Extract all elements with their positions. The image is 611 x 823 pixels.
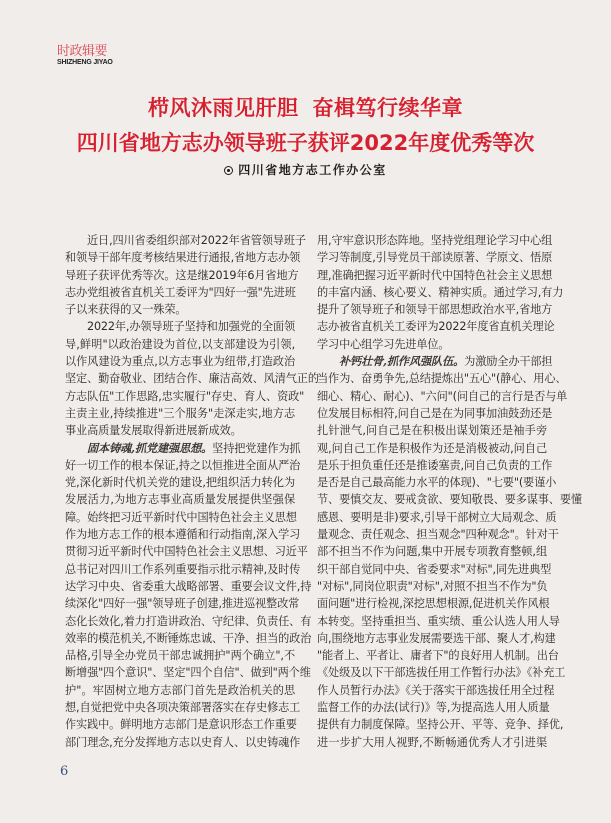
text-line	[65, 301, 295, 318]
text-line-content: 作为地方志工作的根本遵循和行动指南,深入学习	[65, 528, 301, 542]
text-line-content: 是乐于担负重任还是推诿塞责,问自己负责的工作	[317, 458, 553, 472]
text-line	[65, 388, 305, 405]
text-line-content: 当作为、奋勇争先,总结提炼出"五心"(静心、用心、	[317, 372, 567, 386]
article-column-right	[317, 232, 582, 751]
text-line	[65, 284, 295, 301]
text-line	[65, 318, 295, 335]
text-line-content: 品格,引导全办党员干部忠诚拥护"两个确立",不	[65, 649, 295, 663]
text-line	[317, 232, 553, 249]
text-line-content: 子以来获得的又一殊荣。	[65, 303, 187, 317]
text-line-content: 效率的模范机关,不断锤炼忠诚、干净、担当的政治	[65, 631, 312, 645]
text-line-content: 提供有力制度保障。坚持公开、平等、竞争、择优,	[317, 718, 564, 732]
text-line-content: 方志队伍"工作思路,忠实履行"存史、育人、资政"	[65, 389, 305, 403]
text-line	[317, 647, 559, 664]
text-line	[317, 318, 555, 335]
text-line-content: 进一步扩大用人视野,不断畅通优秀人才引进渠	[317, 735, 547, 749]
page-number: 6	[60, 764, 69, 779]
text-line	[65, 370, 319, 387]
text-line	[317, 422, 547, 439]
text-line-content: 发展活力,为地方志事业高质量发展提供坚强保	[65, 493, 295, 507]
text-line	[317, 699, 550, 716]
text-line-content: 2022年,办领导班子坚持和加强党的全面领	[87, 320, 295, 334]
text-line	[65, 249, 301, 266]
text-line	[65, 682, 295, 699]
text-line	[65, 440, 301, 457]
text-line	[65, 267, 299, 284]
text-line-content: 面问题"进行检视,深挖思想根源,促进机关作风根	[317, 597, 550, 611]
text-line	[317, 630, 556, 647]
text-line	[65, 664, 311, 681]
text-line-content: 用,守牢意识形态阵地。坚持党组理论学习中心组	[317, 234, 553, 247]
text-line	[65, 526, 301, 543]
paragraph-lead-heading: 固本铸魂,抓党建强思想。	[87, 440, 213, 455]
text-line	[317, 509, 557, 526]
text-line-content: 导班子获评优秀等次。这是继2019年6月省地方	[65, 268, 299, 282]
headline-line-1-part-1: 栉风沐雨见肝胆	[148, 96, 299, 120]
text-line-content: 为激励全办干部担	[464, 355, 553, 369]
text-line	[317, 682, 555, 699]
text-line-content: 达学习中央、省委重大战略部署、重要会议文件,持	[65, 579, 312, 593]
text-line	[65, 734, 301, 751]
text-line-content: 以作风建设为重点,以方志事业为纽带,打造政治	[65, 355, 295, 369]
text-line-content: 续深化"四好一强"领导班子创建,推进巡视整改常	[65, 597, 300, 611]
text-line-content: 贯彻习近平新时代中国特色社会主义思想、习近平	[65, 545, 308, 559]
text-line-content: 障。始终把习近平新时代中国特色社会主义思想	[65, 510, 297, 524]
text-line	[317, 664, 566, 681]
text-line	[317, 353, 553, 370]
text-line	[317, 457, 553, 474]
text-line-content: 作人员暂行办法》《关于落实干部选拔任用全过程	[317, 683, 555, 697]
text-line-content: 护"。牢固树立地方志部门首先是政治机关的思	[65, 683, 295, 697]
text-line	[317, 561, 552, 578]
byline-author: 四川省地方志工作办公室	[238, 163, 387, 177]
section-label-en: SHIZHENG JIYAO	[57, 59, 113, 66]
text-line	[65, 716, 295, 733]
text-line	[317, 267, 553, 284]
text-line-content: 部不担当不作为问题,集中开展专项教育整顿,组	[317, 545, 547, 559]
text-line-content: 学习中心组学习先进单位。	[317, 337, 450, 351]
text-line	[65, 647, 295, 664]
text-line	[317, 578, 547, 595]
text-line	[65, 699, 301, 716]
text-line	[317, 491, 582, 508]
text-line-content: 是否是自己最高能力水平的体现)、"七要"(要谨小	[317, 476, 557, 490]
text-line-content: 量观念、责任观念、担当观念"四种观念"。针对干	[317, 528, 559, 542]
text-line-content: 好一切工作的根本保证,持之以恒推进全面从严治	[65, 458, 301, 472]
text-line-content: 坚持把党建作为抓	[212, 441, 301, 455]
headline-line-1-part-2: 奋楫笃行续华章	[312, 96, 463, 120]
text-line	[317, 526, 559, 543]
text-line-content: 提升了领导班子和领导干部思想政治水平,省地方	[317, 303, 553, 317]
text-line	[65, 422, 295, 439]
text-line	[65, 405, 295, 422]
text-line-content: 总书记对四川工作系列重要指示批示精神,及时传	[65, 562, 301, 576]
article-column-left	[65, 232, 319, 751]
text-line	[65, 561, 301, 578]
text-line-content: 和领导干部年度考核结果进行通报,省地方志办领	[65, 251, 301, 265]
text-line-content: 事业高质量发展取得新进展新成效。	[65, 424, 242, 438]
text-line-content: 感恩、要明是非)要求,引导干部树立大局观念、质	[317, 510, 557, 524]
text-line	[65, 613, 312, 630]
text-line	[317, 734, 547, 751]
paragraph-lead-heading: 补钙壮骨,抓作风强队伍。	[339, 354, 465, 369]
text-line	[317, 336, 547, 353]
text-line-content: 导,鲜明"以政治建设为首位,以支部建设为引领,	[65, 337, 295, 351]
text-line	[317, 613, 560, 630]
text-line-content: "对标",同岗位职责"对标",对照不担当不作为"负	[317, 579, 548, 593]
text-line-content: "能者上、平者让、庸者下"的良好用人机制。出台	[317, 649, 559, 663]
text-line-content: 坚定、勤奋敬业、团结合作、廉洁高效、风清气正的	[65, 372, 319, 386]
text-line-content: 断增强"四个意识"、坚定"四个自信"、做到"两个维	[65, 666, 311, 680]
text-line	[65, 353, 295, 370]
text-line	[65, 232, 306, 249]
text-line	[65, 336, 295, 353]
text-line-content: 作实践中。鲜明地方志部门是意识形态工作重要	[65, 718, 297, 732]
text-line	[65, 491, 295, 508]
text-line	[65, 474, 295, 491]
text-line-content: 节、要慎交友、要戒贪欲、要知敬畏、要多谋事、要懂	[317, 493, 582, 507]
text-line	[65, 595, 300, 612]
bullet-circle-icon	[224, 166, 233, 175]
text-line	[65, 457, 301, 474]
text-line-content: 志办被省直机关工委评为2022年度省直机关理论	[317, 320, 555, 334]
text-line-content: 织干部自觉同中央、省委要求"对标",同先进典型	[317, 562, 552, 576]
text-line-content: 态化长效化,着力打造讲政治、守纪律、负责任、有	[65, 614, 312, 628]
text-line	[317, 440, 547, 457]
text-line-content: 理,准确把握习近平新时代中国特色社会主义思想	[317, 268, 553, 282]
text-line-content: 细心、精心、耐心)、"六问"(问自己的言行是否与单	[317, 389, 568, 403]
text-line-content: 主责主业,持续推进"三个服务"走深走实,地方志	[65, 406, 295, 420]
text-line-content: 观,问自己工作是积极作为还是消极被动,问自己	[317, 441, 547, 455]
text-line-content: 《处级及以下干部选拔任用工作暂行办法》《补充工	[317, 666, 566, 680]
text-line	[65, 630, 312, 647]
text-line	[65, 578, 312, 595]
text-line	[317, 249, 553, 266]
text-line	[317, 301, 553, 318]
section-label-cn: 时政辑要	[57, 44, 108, 59]
text-line-content: 本转变。坚持重担当、重实绩、重公认选人用人导	[317, 614, 560, 628]
text-line	[65, 509, 295, 526]
text-line	[317, 388, 568, 405]
text-line	[317, 716, 564, 733]
text-line	[317, 284, 564, 301]
headline-line-2: 四川省地方志办领导班子获评2022年度优秀等次	[76, 131, 535, 155]
text-line	[317, 405, 553, 422]
text-line	[317, 595, 550, 612]
byline	[0, 163, 611, 177]
text-line-content: 近日,四川省委组织部对2022年省管领导班子	[87, 234, 306, 247]
text-line-content: 党,深化新时代机关党的建设,把组织活力转化为	[65, 476, 295, 490]
text-line-content: 扎针泄气,问自己是在积极出谋划策还是袖手旁	[317, 424, 547, 438]
text-line	[65, 543, 308, 560]
text-line-content: 学习等制度,引导党员干部读原著、学原文、悟原	[317, 251, 553, 265]
text-line-content: 位发展目标相符,问自己是在为同事加油鼓劲还是	[317, 406, 553, 420]
text-line-content: 志办党组被省直机关工委评为"四好一强"先进班	[65, 285, 296, 299]
text-line-content: 向,围绕地方志事业发展需要选干部、聚人才,构建	[317, 631, 556, 645]
text-line	[317, 370, 567, 387]
text-line	[317, 543, 547, 560]
text-line	[317, 474, 557, 491]
text-line-content: 想,自觉把党中央各项决策部署落实在存史修志工	[65, 701, 301, 715]
headline-line-1	[0, 95, 611, 121]
text-line-content: 的丰富内涵、核心要义、精神实质。通过学习,有力	[317, 285, 564, 299]
text-line-content: 监督工作的办法(试行)》等,为提高选人用人质量	[317, 701, 550, 715]
text-line-content: 部门理念,充分发挥地方志以史育人、以史铸魂作	[65, 735, 301, 749]
section-label	[57, 44, 177, 67]
